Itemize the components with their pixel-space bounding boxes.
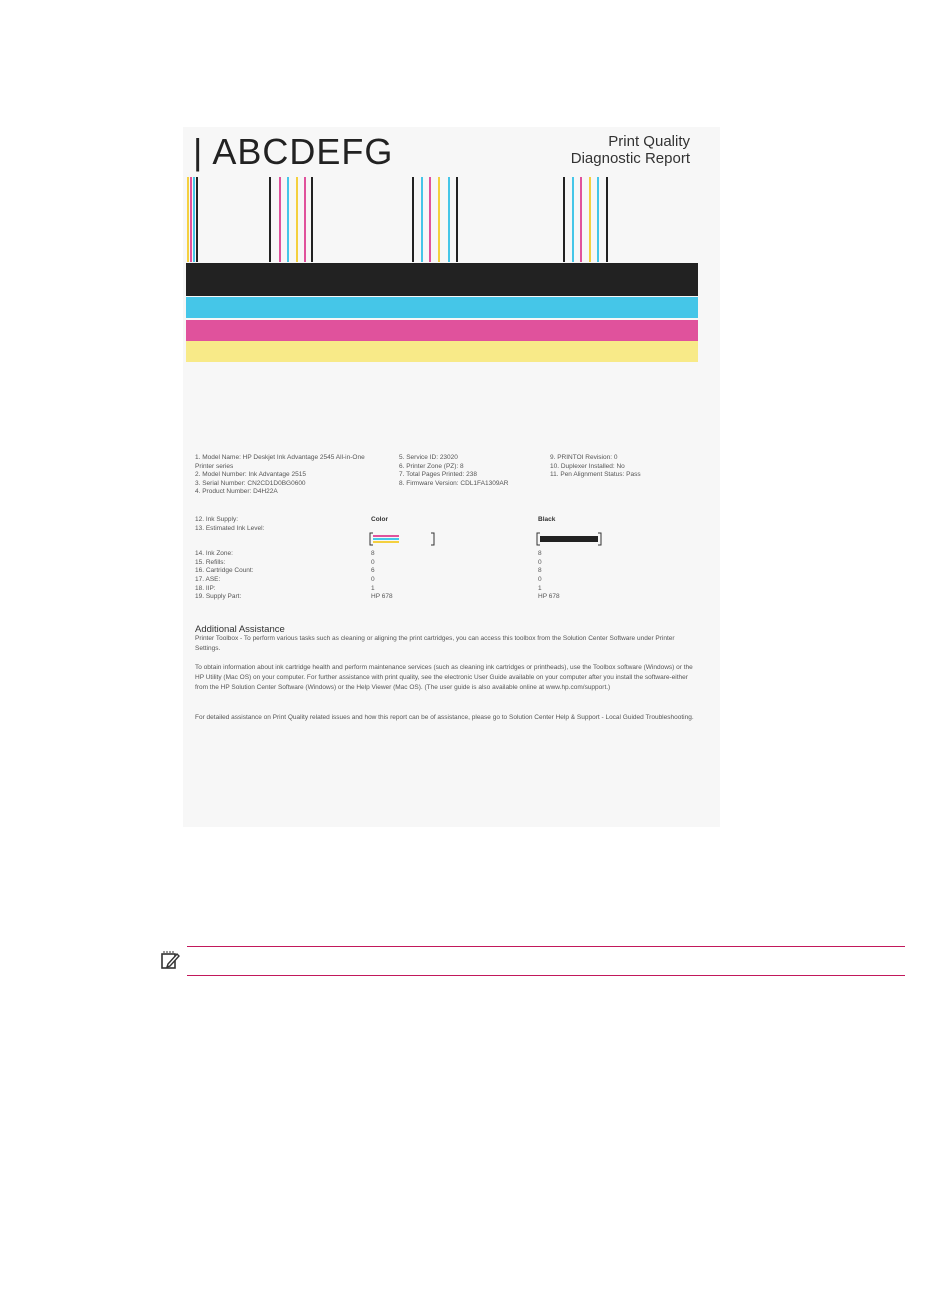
alignment-lines [183, 177, 720, 262]
info-line: 1. Model Name: HP Deskjet Ink Advantage 2545 All-in-One [195, 454, 365, 461]
color-value: 0 [371, 575, 375, 583]
info-line: 10. Duplexer Installed: No [550, 462, 625, 470]
alignment-line [421, 177, 423, 262]
ink-label: 12. Ink Supply: [195, 516, 238, 523]
black-column [538, 516, 560, 602]
info-line: 8. Firmware Version: CDL1FA1309AR [399, 479, 509, 487]
alignment-line [187, 177, 189, 262]
ink-label: 19. Supply Part: [195, 593, 242, 601]
color-heading: Color [371, 516, 388, 523]
black-value: 8 [538, 550, 542, 558]
info-line: 5. Service ID: 23020 [399, 454, 458, 461]
color-band [186, 341, 698, 362]
alignment-line [572, 177, 574, 262]
alignment-line [190, 177, 192, 262]
black-value: HP 678 [538, 593, 560, 601]
alignment-line [606, 177, 608, 262]
color-value: HP 678 [371, 593, 393, 601]
alignment-line [196, 177, 198, 262]
black-value: 8 [538, 567, 542, 575]
info-line: 2. Model Number: Ink Advantage 2515 [195, 471, 306, 479]
alignment-line [563, 177, 565, 262]
alignment-line [287, 177, 289, 262]
black-heading: Black [538, 516, 556, 523]
report-heading [571, 133, 690, 167]
alignment-line [311, 177, 313, 262]
alignment-line [193, 177, 195, 262]
ink-labels [195, 516, 264, 602]
ink-label: 16. Cartridge Count: [195, 567, 254, 575]
alignment-line [429, 177, 431, 262]
alignment-line [279, 177, 281, 262]
color-band [186, 297, 698, 318]
color-value: 0 [371, 558, 375, 566]
alignment-line [597, 177, 599, 262]
ink-label: 14. Ink Zone: [195, 550, 233, 558]
info-line: 9. PRINTOI Revision: 0 [550, 454, 618, 461]
ink-label: 17. ASE: [195, 575, 221, 583]
alignment-line [580, 177, 582, 262]
assistance-title: Additional Assistance [195, 624, 285, 635]
alignment-line [438, 177, 440, 262]
note-icon [160, 950, 180, 970]
black-ink-gauge [536, 532, 606, 546]
alignment-line [412, 177, 414, 262]
color-column [371, 516, 393, 602]
assistance-paragraph: Printer Toolbox - To perform various tasks such as cleaning or aligning the print cartridges, you can access this toolbox from the Solution Center Software under Printer Settings. [195, 635, 675, 652]
info-column-3 [550, 454, 641, 480]
alignment-line [296, 177, 298, 262]
assistance-paragraph: For detailed assistance on Print Quality related issues and how this report can be of assistance, please go to Solution Center Help & Support - Local Guided Troubleshooting. [195, 714, 694, 721]
color-value: 6 [371, 567, 375, 575]
info-column-1 [195, 454, 365, 497]
ink-label: 18. IIP: [195, 584, 216, 592]
info-line: 7. Total Pages Printed: 238 [399, 471, 477, 479]
color-ink-gauge [369, 532, 439, 546]
info-line: Printer series [195, 462, 234, 470]
info-line: 3. Serial Number: CN2CD1D0BG0600 [195, 479, 306, 487]
info-line: 4. Product Number: D4H22A [195, 488, 278, 496]
alignment-line [589, 177, 591, 262]
note-box [187, 946, 905, 976]
print-quality-report-image [183, 127, 720, 827]
black-value: 0 [538, 575, 542, 583]
report-title: | ABCDEFG [193, 131, 394, 172]
ink-label: 13. Estimated Ink Level: [195, 524, 265, 532]
report-heading-line1: Print Quality [608, 133, 690, 150]
black-value: 1 [538, 584, 542, 592]
info-line: 11. Pen Alignment Status: Pass [550, 471, 641, 479]
alignment-line [304, 177, 306, 262]
info-line: 6. Printer Zone (PZ): 8 [399, 462, 464, 470]
color-band [186, 263, 698, 296]
report-heading-line2: Diagnostic Report [570, 150, 690, 167]
color-band [186, 320, 698, 341]
alignment-line [269, 177, 271, 262]
color-value: 8 [371, 550, 375, 558]
alignment-line [456, 177, 458, 262]
black-value: 0 [538, 558, 542, 566]
info-column-2 [399, 454, 508, 488]
alignment-line [448, 177, 450, 262]
assistance-paragraph: To obtain information about ink cartridge health and perform maintenance services (such as cleaning ink cartridges or printheads), use the Toolbox software (Windows) or the HP Utility (Mac OS) on your computer. For further assistance with print quality, see the electronic User Guide available on your computer after you install the software-either from the HP Solution Center Software (Windows) or the Help Viewer (Mac OS). (The user guide is also available online at www.hp.com/support.) [195, 664, 693, 691]
ink-label: 15. Refills: [195, 558, 226, 566]
color-value: 1 [371, 584, 375, 592]
